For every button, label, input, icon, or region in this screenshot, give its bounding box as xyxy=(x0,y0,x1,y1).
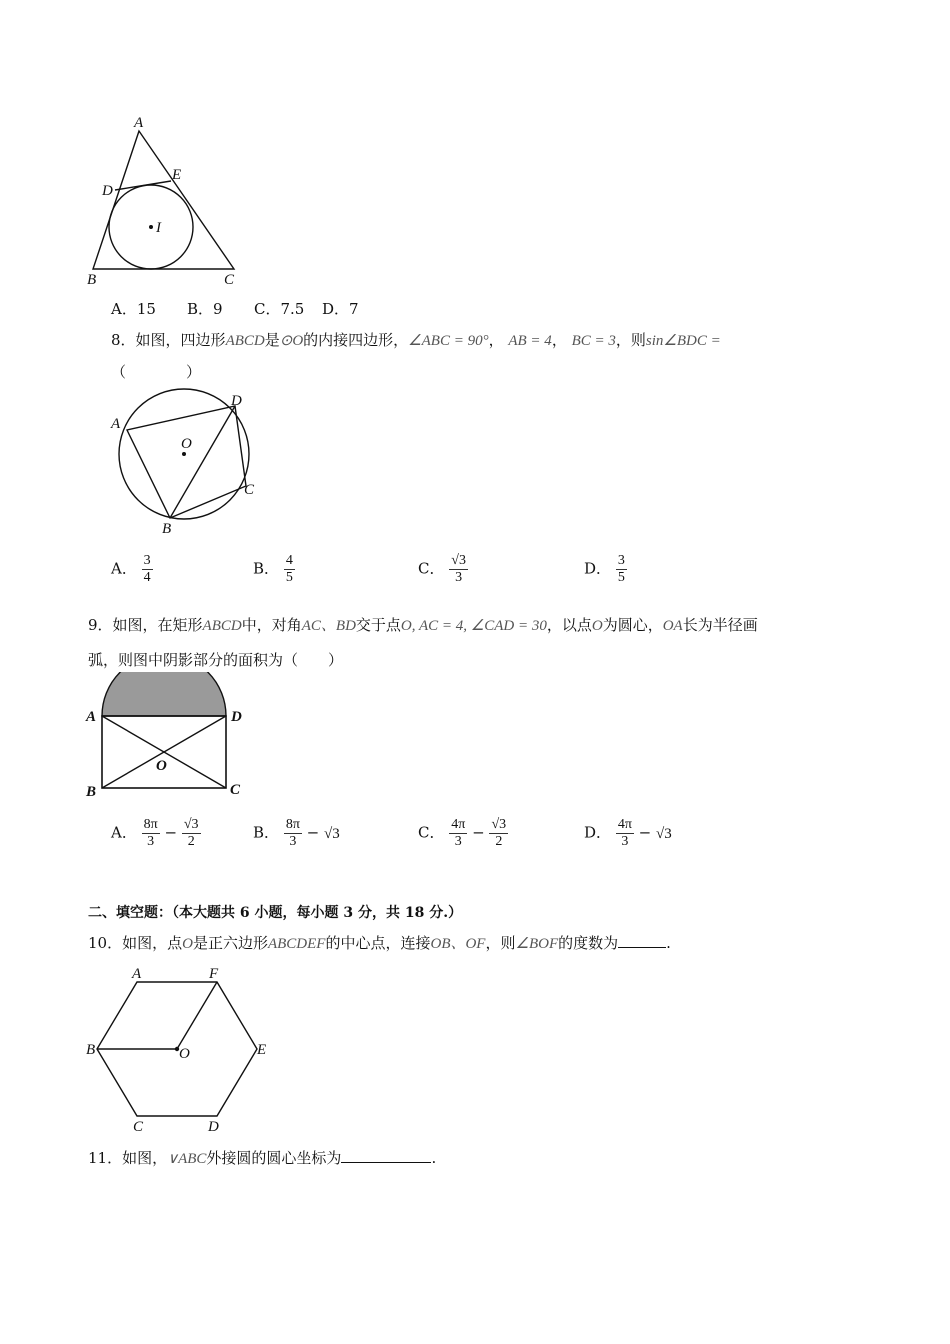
q8-label-o: O xyxy=(181,436,192,452)
q7-center-dot xyxy=(149,225,153,229)
q10-label-d: D xyxy=(208,1119,219,1135)
q7-label-c: C xyxy=(224,272,235,288)
q10-figure xyxy=(82,960,282,1135)
q9-option-b: B． $\frac{8\pi}{3}$ − √3 xyxy=(253,817,340,849)
q10-answer-blank[interactable] xyxy=(618,933,666,948)
q9-option-b-frac1: $\frac{8\pi}{3}$ xyxy=(285,817,300,849)
q8-label-d: D xyxy=(231,393,242,409)
q9-option-a-frac2: $\frac{√3}{2}$ xyxy=(183,817,199,849)
q9-label-c: C xyxy=(230,782,241,798)
q11-answer-blank[interactable] xyxy=(341,1148,431,1163)
q7-option-b: B．9 xyxy=(187,300,223,318)
q9-option-d: D． $\frac{4\pi}{3}$ − √3 xyxy=(584,817,672,849)
q10-label-b: B xyxy=(86,1042,96,1058)
q7-option-d: D．7 xyxy=(322,300,359,318)
q7-label-a: A xyxy=(134,115,144,131)
q8-diagonal-bd xyxy=(170,406,235,518)
q7-tangent-de xyxy=(115,181,171,190)
q7-label-d: D xyxy=(102,183,113,199)
q8-label-b: B xyxy=(162,521,172,537)
q8-option-b: B． $\frac{4}{5}$ xyxy=(253,553,293,585)
q10-label-a: A xyxy=(132,966,142,982)
q10-label-o: O xyxy=(179,1046,190,1062)
q8-stem: 8．如图，四边形ABCD是⊙O的内接四边形，∠ABC = 90°， AB = 4， BC = 3，则sin∠BDC = xyxy=(111,331,721,349)
q8-figure xyxy=(105,388,265,538)
q9-option-a-frac1: $\frac{8\pi}{3}$ xyxy=(143,817,158,849)
q9-shaded-segment xyxy=(102,672,226,716)
section-2-title: 二、填空题：（本大题共 6 小题，每小题 3 分，共 18 分.） xyxy=(88,905,463,921)
q9-option-c: C． $\frac{4\pi}{3}$ − $\frac{√3}{2}$ xyxy=(418,817,507,849)
q9-option-c-frac2: $\frac{√3}{2}$ xyxy=(491,817,507,849)
q7-option-a: A．15 xyxy=(111,300,156,318)
q11-stem: 11．如图，∨ABC外接圆的圆心坐标为 . xyxy=(88,1149,437,1167)
q8-option-b-fraction: $\frac{4}{5}$ xyxy=(285,553,293,585)
q9-label-o: O xyxy=(156,758,167,774)
q10-label-e: E xyxy=(257,1042,267,1058)
q9-option-c-frac1: $\frac{4\pi}{3}$ xyxy=(451,817,466,849)
q8-option-d-fraction: $\frac{3}{5}$ xyxy=(617,553,625,585)
q10-label-c: C xyxy=(133,1119,144,1135)
q7-label-b: B xyxy=(87,272,97,288)
q9-figure xyxy=(82,672,252,802)
q8-option-c-fraction: $\frac{√3}{3}$ xyxy=(451,553,466,585)
q10-label-f: F xyxy=(209,966,219,982)
q8-paren: （ ） xyxy=(111,363,202,381)
q7-option-c: C．7.5 xyxy=(254,300,305,318)
q9-stem-line1: 9．如图，在矩形ABCD中，对角AC、BD交于点O, AC = 4, ∠CAD = 30，以点O为圆心，OA长为半径画 xyxy=(88,616,758,634)
q7-figure xyxy=(80,110,250,290)
q9-option-d-frac1: $\frac{4\pi}{3}$ xyxy=(617,817,632,849)
q8-center-dot xyxy=(182,452,186,456)
q8-option-c: C． $\frac{√3}{3}$ xyxy=(418,553,466,585)
q9-label-a: A xyxy=(86,709,97,725)
q8-option-a-fraction: $\frac{3}{4}$ xyxy=(143,553,151,585)
q7-label-i: I xyxy=(156,220,161,236)
q8-label-a: A xyxy=(111,416,121,432)
q10-stem: 10．如图，点O是正六边形ABCDEF的中心点，连接OB、OF，则∠BOF的度数为 . xyxy=(88,934,671,952)
q9-label-b: B xyxy=(86,784,97,800)
q8-label-c: C xyxy=(244,482,255,498)
q10-segment-of xyxy=(177,982,217,1049)
q9-option-a: A． $\frac{8\pi}{3}$ − $\frac{√3}{2}$ xyxy=(111,817,199,849)
q8-option-a: A． $\frac{3}{4}$ xyxy=(111,553,151,585)
q9-label-d: D xyxy=(231,709,242,725)
q7-label-e: E xyxy=(172,167,182,183)
q9-stem-line2: 弧，则图中阴影部分的面积为（ ） xyxy=(88,651,344,669)
q8-option-d: D． $\frac{3}{5}$ xyxy=(584,553,625,585)
